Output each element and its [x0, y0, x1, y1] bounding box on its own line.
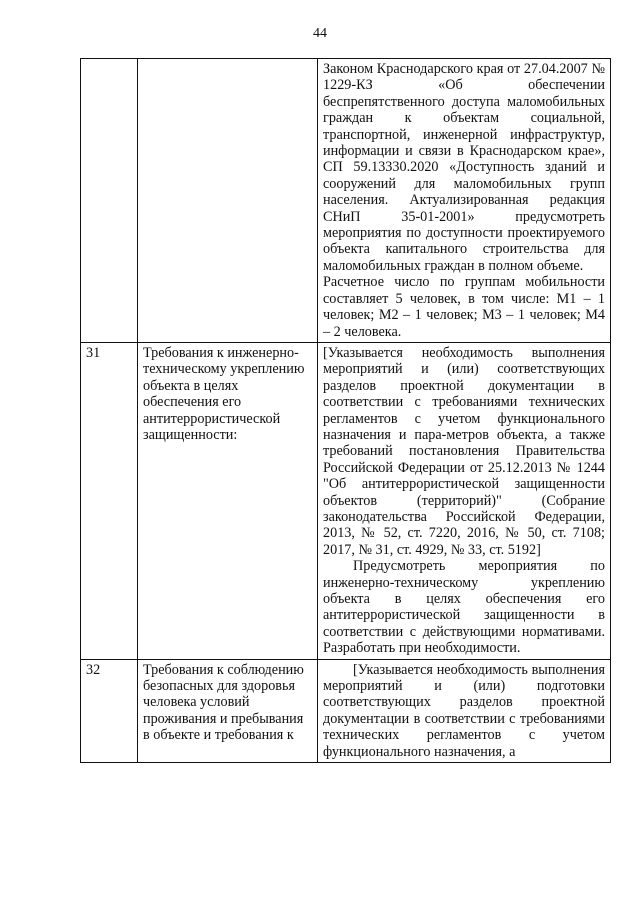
- content-paragraph: Законом Краснодарского края от 27.04.2007 № 1229-КЗ «Об обеспечении беспрепятственного доступа маломобильных граждан к объектам социальной, транспортной, инженерной инфраструктур, информации и связи в Краснодарском крае», СП 59.13330.2020 «Доступность зданий и сооружений для маломобильных групп населения. Актуализированная редакция СНиП 35-01-2001» предусмотреть мероприятия по доступности проектируемого объекта капитального строительства для маломобильных граждан в полном объеме.: [323, 61, 605, 274]
- content-cell: [318, 342, 611, 659]
- content-paragraph: Расчетное число по группам мобильности составляет 5 человек, в том числе: М1 – 1 человек; М2 – 1 человек; М3 – 1 человек; М4 – 2 человека.: [323, 274, 605, 340]
- row-number-cell: 32: [81, 659, 138, 762]
- content-cell: [318, 59, 611, 343]
- content-cell: [318, 659, 611, 762]
- requirement-cell: [138, 59, 318, 343]
- requirement-cell: Требования к инженерно-техническому укреплению объекта в целях обеспечения его антитеррористической защищенности:: [138, 342, 318, 659]
- row-number-cell: 31: [81, 342, 138, 659]
- content-paragraph: Предусмотреть мероприятия по инженерно-техническому укреплению объекта в целях обеспечения его антитеррористической защищенности в соответствии с действующими нормативами. Разработать при необходимости.: [323, 558, 605, 657]
- table-row: [81, 59, 611, 343]
- content-paragraph: [Указывается необходимость выполнения мероприятий и (или) подготовки соответствующих разделов проектной документации в соответствии с требованиями технических регламентов с учетом функционального назначения, а: [323, 661, 605, 760]
- table-row: [81, 342, 611, 659]
- table-row: [81, 659, 611, 762]
- content-paragraph: [Указывается необходимость выполнения мероприятий и (или) соответствующих разделов проектной документации в соответствии с требованиями технических регламентов с учетом функционального назначения и пара-метров объекта, а также требований постановления Правительства Российской Федерации от 25.12.2013 № 1244 "Об антитеррористической защищенности объектов (территорий)" (Собрание законодательства Российской Федерации, 2013, № 52, ст. 7220, 2016, № 50, ст. 7108; 2017, № 31, ст. 4929, № 33, ст. 5192]: [323, 344, 605, 558]
- requirement-cell: Требования к соблюдению безопасных для здоровья человека условий проживания и пребывания в объекте и требования к: [138, 659, 318, 762]
- page-number: 44: [313, 26, 327, 41]
- requirements-table: [80, 58, 611, 763]
- row-number-cell: [81, 59, 138, 343]
